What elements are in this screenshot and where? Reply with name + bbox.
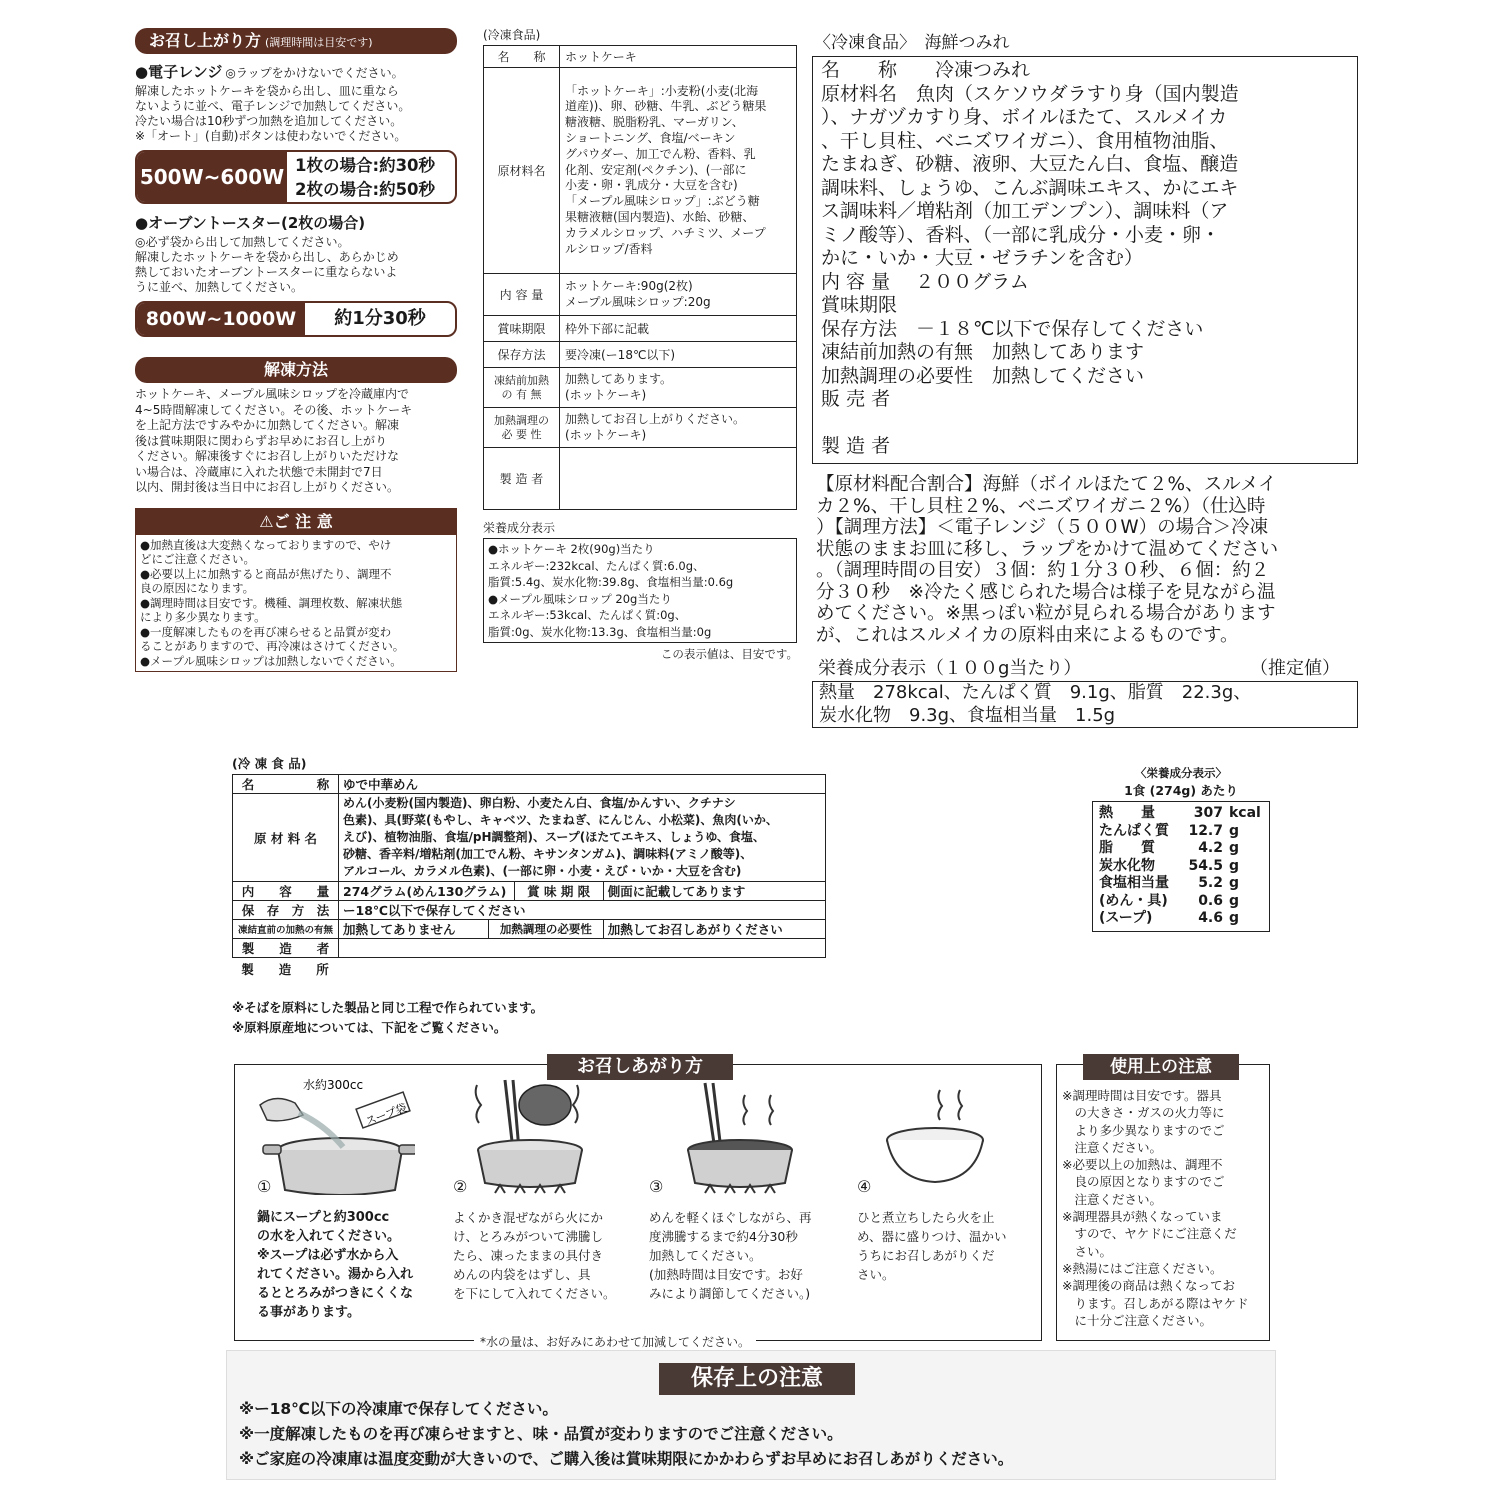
ramen-howto-box bbox=[234, 1064, 1042, 1341]
microwave-title: ●電子レンジ ◎ラップをかけないでください。 bbox=[135, 63, 404, 81]
caution-item: ●一度解凍したものを再び凍らせると品質が変わ ることがありますので、再冷凍はさけてください。 bbox=[140, 624, 405, 653]
storage-caution bbox=[226, 1350, 1276, 1480]
ramen-nutrition bbox=[1092, 765, 1270, 932]
caution-item: ●必要以上に加熱すると商品が焦げたり、調理不 良の原因になります。 bbox=[140, 566, 392, 595]
label-value: ホットケーキ:90g(2枚) メープル風味シロップ:20g bbox=[560, 274, 797, 316]
toaster-time: 約1分30秒 bbox=[334, 308, 426, 329]
tsumire-nutrition-line: 熱量 278kcal、たんぱく質 9.1g、脂質 22.3g、 bbox=[819, 682, 1252, 703]
tsumire-ratio: 【原材料配合割合】海鮮（ボイルほたて２%、スルメイ カ２%、干し貝柱２%、ベニズワイガニ２%）（仕込時 ）【調理方法】＜電子レンジ（５００W）の場合＞冷凍 状態のままお皿に移し、ラップをかけて温めてください 。（調理時間の目安）３個：約１分３０秒、６個：約２ 分３０秒 ※冷たく感じられた場合は様子を見ながら温 めてください。※黒っぽい粒が見られる場合があります が、これはスルメイカの原料由来によるものです。 bbox=[816, 474, 1279, 646]
thaw-text: ホットケーキ、メープル風味シロップを冷蔵庫内で 4~5時間解凍してください。その後、ホットケーキ を上記方法ですみやかに加熱してください。解凍 後は賞味期限に関わらずお早めにお召し上がり ください。解凍後すぐにお召し上がりいただけな い場合は、冷蔵庫に入れた状態で未開封で7日 以内、開封後は当日中にお召し上がりください。 bbox=[135, 387, 413, 494]
ramen-howto-heading: お召しあがり方 bbox=[547, 1054, 733, 1080]
step4-illustration bbox=[880, 1080, 990, 1190]
microwave-watt: 500W~600W bbox=[137, 152, 287, 202]
label-key: 賞 味 期 限 bbox=[514, 882, 603, 901]
microwave-time-2: 2枚の場合:約50秒 bbox=[295, 180, 436, 199]
hotcake-label-table bbox=[483, 45, 797, 510]
ramen-note: ※そばを原料にした製品と同じ工程で作られています。 bbox=[232, 1000, 544, 1015]
usage-caution-text: ※調理時間は目安です。器具 の大きさ・ガスの火力等に より多少異なりますのでご 注意ください。 ※必要以上の加熱は、調理不 良の原因となりますのでご 注意ください。 ※調理器具が熱くなっていま すので、ヤケドにご注意くだ さい。 ※熱湯にはご注意ください。 ※調理後の商品は熱くなってお ります。召しあがる際はヤケド に十分ご注意ください。 bbox=[1062, 1088, 1249, 1328]
label-key: 加熱調理の必要性 bbox=[489, 920, 604, 939]
tsumire-header: 〈冷凍食品〉 海鮮つみれ bbox=[814, 33, 1010, 53]
label-value: 「ホットケーキ」:小麦粉(小麦(北海 道産))、卵、砂糖、牛乳、ぶどう糖果 糖液糖、脱脂粉乳、マーガリン、 ショートニング、食塩/ベーキン グパウダー、加工でん粉、香料、乳 化剤、安定剤(ペクチン)、(一部に 小麦・卵・乳成分・大豆を含む) 「メープル風味シロップ」:ぶどう糖 果糖液糖(国内製造)、水飴、砂糖、 カラメルシロップ、ハチミツ、メープ ルシロップ/香料 bbox=[560, 68, 797, 274]
label-value: 加熱してあります。 (ホットケーキ) bbox=[560, 368, 797, 408]
nutrition-row: 炭水化物 54.5 g bbox=[1099, 857, 1240, 874]
label-value: 274グラム(めん130グラム) bbox=[339, 882, 515, 901]
nutrition-row: (スープ) 4.6 g bbox=[1099, 910, 1240, 926]
tsumire-label bbox=[812, 28, 1360, 728]
label-value: 枠外下部に記載 bbox=[560, 316, 797, 342]
tsumire-nutrition-title: 栄養成分表示（１００g当たり） bbox=[818, 658, 1082, 679]
label-value: 側面に記載してあります bbox=[603, 882, 825, 901]
hotcake-instructions bbox=[135, 28, 457, 672]
soup-pack-label: スープ袋 bbox=[363, 1101, 409, 1129]
hotcake-label bbox=[483, 26, 798, 662]
microwave-time-box bbox=[135, 150, 457, 204]
label-value: ホットケーキ bbox=[560, 46, 797, 68]
hotcake-howto-heading: お召し上がり方 (調理時間は目安です) bbox=[135, 28, 457, 54]
toaster-time-box bbox=[135, 301, 457, 337]
usage-caution-heading: 使用上の注意 bbox=[1083, 1054, 1239, 1080]
step-text: よくかき混ぜながら火にか け、とろみがついて沸騰し たら、凍ったままの具付き めんの内袋をはずし、具 を下にして入れてください。 bbox=[453, 1210, 616, 1301]
microwave-time-1: 1枚の場合:約30秒 bbox=[295, 156, 436, 175]
nutrition-row: 脂 質 4.2 g bbox=[1099, 840, 1240, 856]
hotcake-category: (冷凍食品) bbox=[483, 28, 541, 42]
toaster-title: ●オーブントースター(2枚の場合) bbox=[135, 214, 366, 232]
ramen-note: ※原料原産地については、下記をご覧ください。 bbox=[232, 1020, 507, 1035]
step-number: ① bbox=[257, 1177, 272, 1196]
storage-line: ※一度解凍したものを再び凍らせますと、味・品質が変わりますのでご注意ください。 bbox=[239, 1425, 843, 1443]
label-key: 製 造 者 bbox=[484, 448, 560, 510]
nutrition-row: (めん・具) 0.6 g bbox=[1099, 892, 1240, 909]
tsumire-nutrition-line: 炭水化物 9.3g、食塩相当量 1.5g bbox=[819, 704, 1116, 726]
tsumire-nutrition-box bbox=[812, 681, 1358, 728]
ramen-label bbox=[232, 754, 827, 1036]
storage-heading: 保存上の注意 bbox=[659, 1363, 855, 1395]
caution-item: ●加熱直後は大変熱くなっておりますので、やけ どにご注意ください。 bbox=[140, 537, 392, 566]
label-value: 要冷凍(ー18℃以下) bbox=[560, 342, 797, 368]
ramen-nutrition-box bbox=[1092, 801, 1270, 932]
label-key: 内 容 量 bbox=[484, 274, 560, 316]
toaster-text: ◎必ず袋から出して加熱してください。 解凍したホットケーキを袋から出し、あらかじめ 熱しておいたオーブントースターに重ならないよ うに並べ、加熱してください。 bbox=[135, 235, 399, 294]
step-4 bbox=[857, 1177, 1032, 1284]
hotcake-nutrition: ●ホットケーキ 2枚(90g)当たり エネルギー:232kcal、たんぱく質:6.0g、 脂質:5.4g、炭水化物:39.8g、食塩相当量:0.6g ●メープル風味シロップ 20g当たり エネルギー:53kcal、たんぱく質:0g、 脂質:0g、炭水化物:13.3g、食塩相当量:0g bbox=[483, 538, 797, 643]
nutrition-row: 食塩相当量 5.2 g bbox=[1099, 875, 1240, 891]
step-text: ひと煮立ちしたら火を止 め、器に盛りつけ、温かい うちにお召しあがりくだ さい。 bbox=[857, 1210, 1007, 1282]
ramen-label-table bbox=[232, 774, 826, 958]
label-key: 賞味期限 bbox=[484, 316, 560, 342]
caution-box bbox=[135, 508, 457, 673]
label-key: 名 称 bbox=[233, 775, 339, 794]
caution-heading: ⚠ご 注 意 bbox=[136, 509, 456, 535]
label-value: 加熱してありません bbox=[339, 920, 489, 939]
toaster-watt: 800W~1000W bbox=[137, 303, 305, 335]
label-key: 製 造 者 bbox=[233, 939, 339, 958]
step-number: ③ bbox=[649, 1177, 664, 1196]
label-key: 名 称 bbox=[484, 46, 560, 68]
label-key: 内 容 量 bbox=[233, 882, 339, 901]
ramen-category: (冷 凍 食 品) bbox=[232, 756, 307, 771]
label-key: 原 材 料 名 bbox=[233, 794, 339, 882]
label-value: 加熱してお召し上がりください。 (ホットケーキ) bbox=[560, 408, 797, 448]
label-value bbox=[560, 448, 797, 510]
step-number: ④ bbox=[857, 1177, 872, 1196]
nutrition-row: 熱 量 307 kcal bbox=[1099, 805, 1261, 821]
hotcake-nutrition-note: この表示値は、目安です。 bbox=[660, 647, 798, 661]
label-value: ー18℃以下で保存してください bbox=[339, 901, 826, 920]
ramen-howto-footnote: *水の量は、お好みにあわせて加減してください。 bbox=[474, 1333, 756, 1350]
label-key: 保存方法 bbox=[484, 342, 560, 368]
ramen-nutrition-per: 1食 (274g) あたり bbox=[1124, 783, 1238, 798]
storage-line: ※ー18℃以下の冷凍庫で保存してください。 bbox=[239, 1400, 558, 1418]
microwave-text: 解凍したホットケーキを袋から出し、皿に重なら ないように並べ、電子レンジで加熱してください。 冷たい場合は10秒ずつ加熱を追加してください。 ※「オート」(自動)ボタンは使わないでください。 bbox=[135, 84, 411, 143]
step-2 bbox=[453, 1177, 638, 1303]
storage-line: ※ご家庭の冷凍庫は温度変動が大きいので、ご購入後は賞味期限にかかわらずお早めにお召しあがりください。 bbox=[239, 1450, 1014, 1468]
label-value: めん(小麦粉(国内製造)、卵白粉、小麦たん白、食塩/かんすい、クチナシ 色素)、具(野菜(もやし、キャベツ、たまねぎ、にんじん、小松菜)、魚肉(いか、 えび)、植物油脂、食塩/pH調整剤)、スープ(ほたてエキス、しょうゆ、食塩、 砂糖、香辛料/増粘剤(加工でん粉、キサンタンガム)、調味料(アミノ酸等)、 アルコール、カラメル色素)、(一部に卵・小麦・えび・いか・大豆を含む) bbox=[339, 794, 826, 882]
tsumire-body: 名 称 冷凍つみれ 原材料名 魚肉（スケソウダラすり身（国内製造 ）、ナガヅカすり身、ボイルほたて、スルメイカ 、干し貝柱、ベニズワイガニ）、食用植物油脂、 たまねぎ、砂糖、液卵、大豆たん白、食塩、醸造 調味料、しょうゆ、こんぶ調味エキス、かにエキ ス調味料／増粘剤（加工デンプン）、調味料（ア ミノ酸等）、香料、（一部に乳成分・小麦・卵・ かに・いか・大豆・ゼラチンを含む） 内 容 量 ２００グラム 賞味期限 保存方法 －１８℃以下で保存してください 凍結前加熱の有無 加熱してあります 加熱調理の必要性 加熱してください 販 売 者 製 造 者 bbox=[812, 56, 1358, 464]
label-value bbox=[339, 939, 826, 958]
label-key: 保 存 方 法 bbox=[233, 901, 339, 920]
ramen-plant-key: 製 造 所 bbox=[241, 962, 329, 977]
hotcake-nutrition-title: 栄養成分表示 bbox=[483, 521, 556, 535]
label-key: 原材料名 bbox=[484, 68, 560, 274]
step-3 bbox=[649, 1177, 839, 1303]
caution-item: ●調理時間は目安です。機種、調理枚数、解凍状態 により多少異なります。 bbox=[140, 595, 403, 624]
label-key: 凍結直前の加熱の有無 bbox=[233, 920, 339, 939]
label-value: ゆで中華めん bbox=[339, 775, 826, 794]
step-1 bbox=[257, 1177, 437, 1322]
step-number: ② bbox=[453, 1177, 468, 1196]
thaw-heading: 解凍方法 bbox=[135, 357, 457, 383]
label-key: 加熱調理の 必 要 性 bbox=[484, 408, 560, 448]
water-label: 水約300cc bbox=[303, 1078, 364, 1092]
ramen-nutrition-title: 〈栄養成分表示〉 bbox=[1135, 766, 1227, 780]
caution-item: ●メープル風味シロップは加熱しないでください。 bbox=[140, 653, 402, 668]
tsumire-nutrition-header bbox=[812, 654, 1360, 680]
usage-caution-box bbox=[1056, 1064, 1270, 1341]
step-text: めんを軽くほぐしながら、再 度沸騰するまで約4分30秒 加熱してください。 (加熱時間は目安です。お好 みにより調節してください。) bbox=[649, 1210, 812, 1301]
step-text: 鍋にスープと約300cc の水を入れてください。 ※スープは必ず水から入 れてください。湯から入れ るととろみがつきにくくな る事があります。 bbox=[257, 1210, 414, 1320]
label-value: 加熱してお召しあがりください bbox=[603, 920, 825, 939]
label-key: 凍結前加熱 の 有 無 bbox=[484, 368, 560, 408]
tsumire-nutrition-estimate: （推定値） bbox=[1250, 658, 1340, 679]
nutrition-row: たんぱく質 12.7 g bbox=[1099, 822, 1240, 839]
